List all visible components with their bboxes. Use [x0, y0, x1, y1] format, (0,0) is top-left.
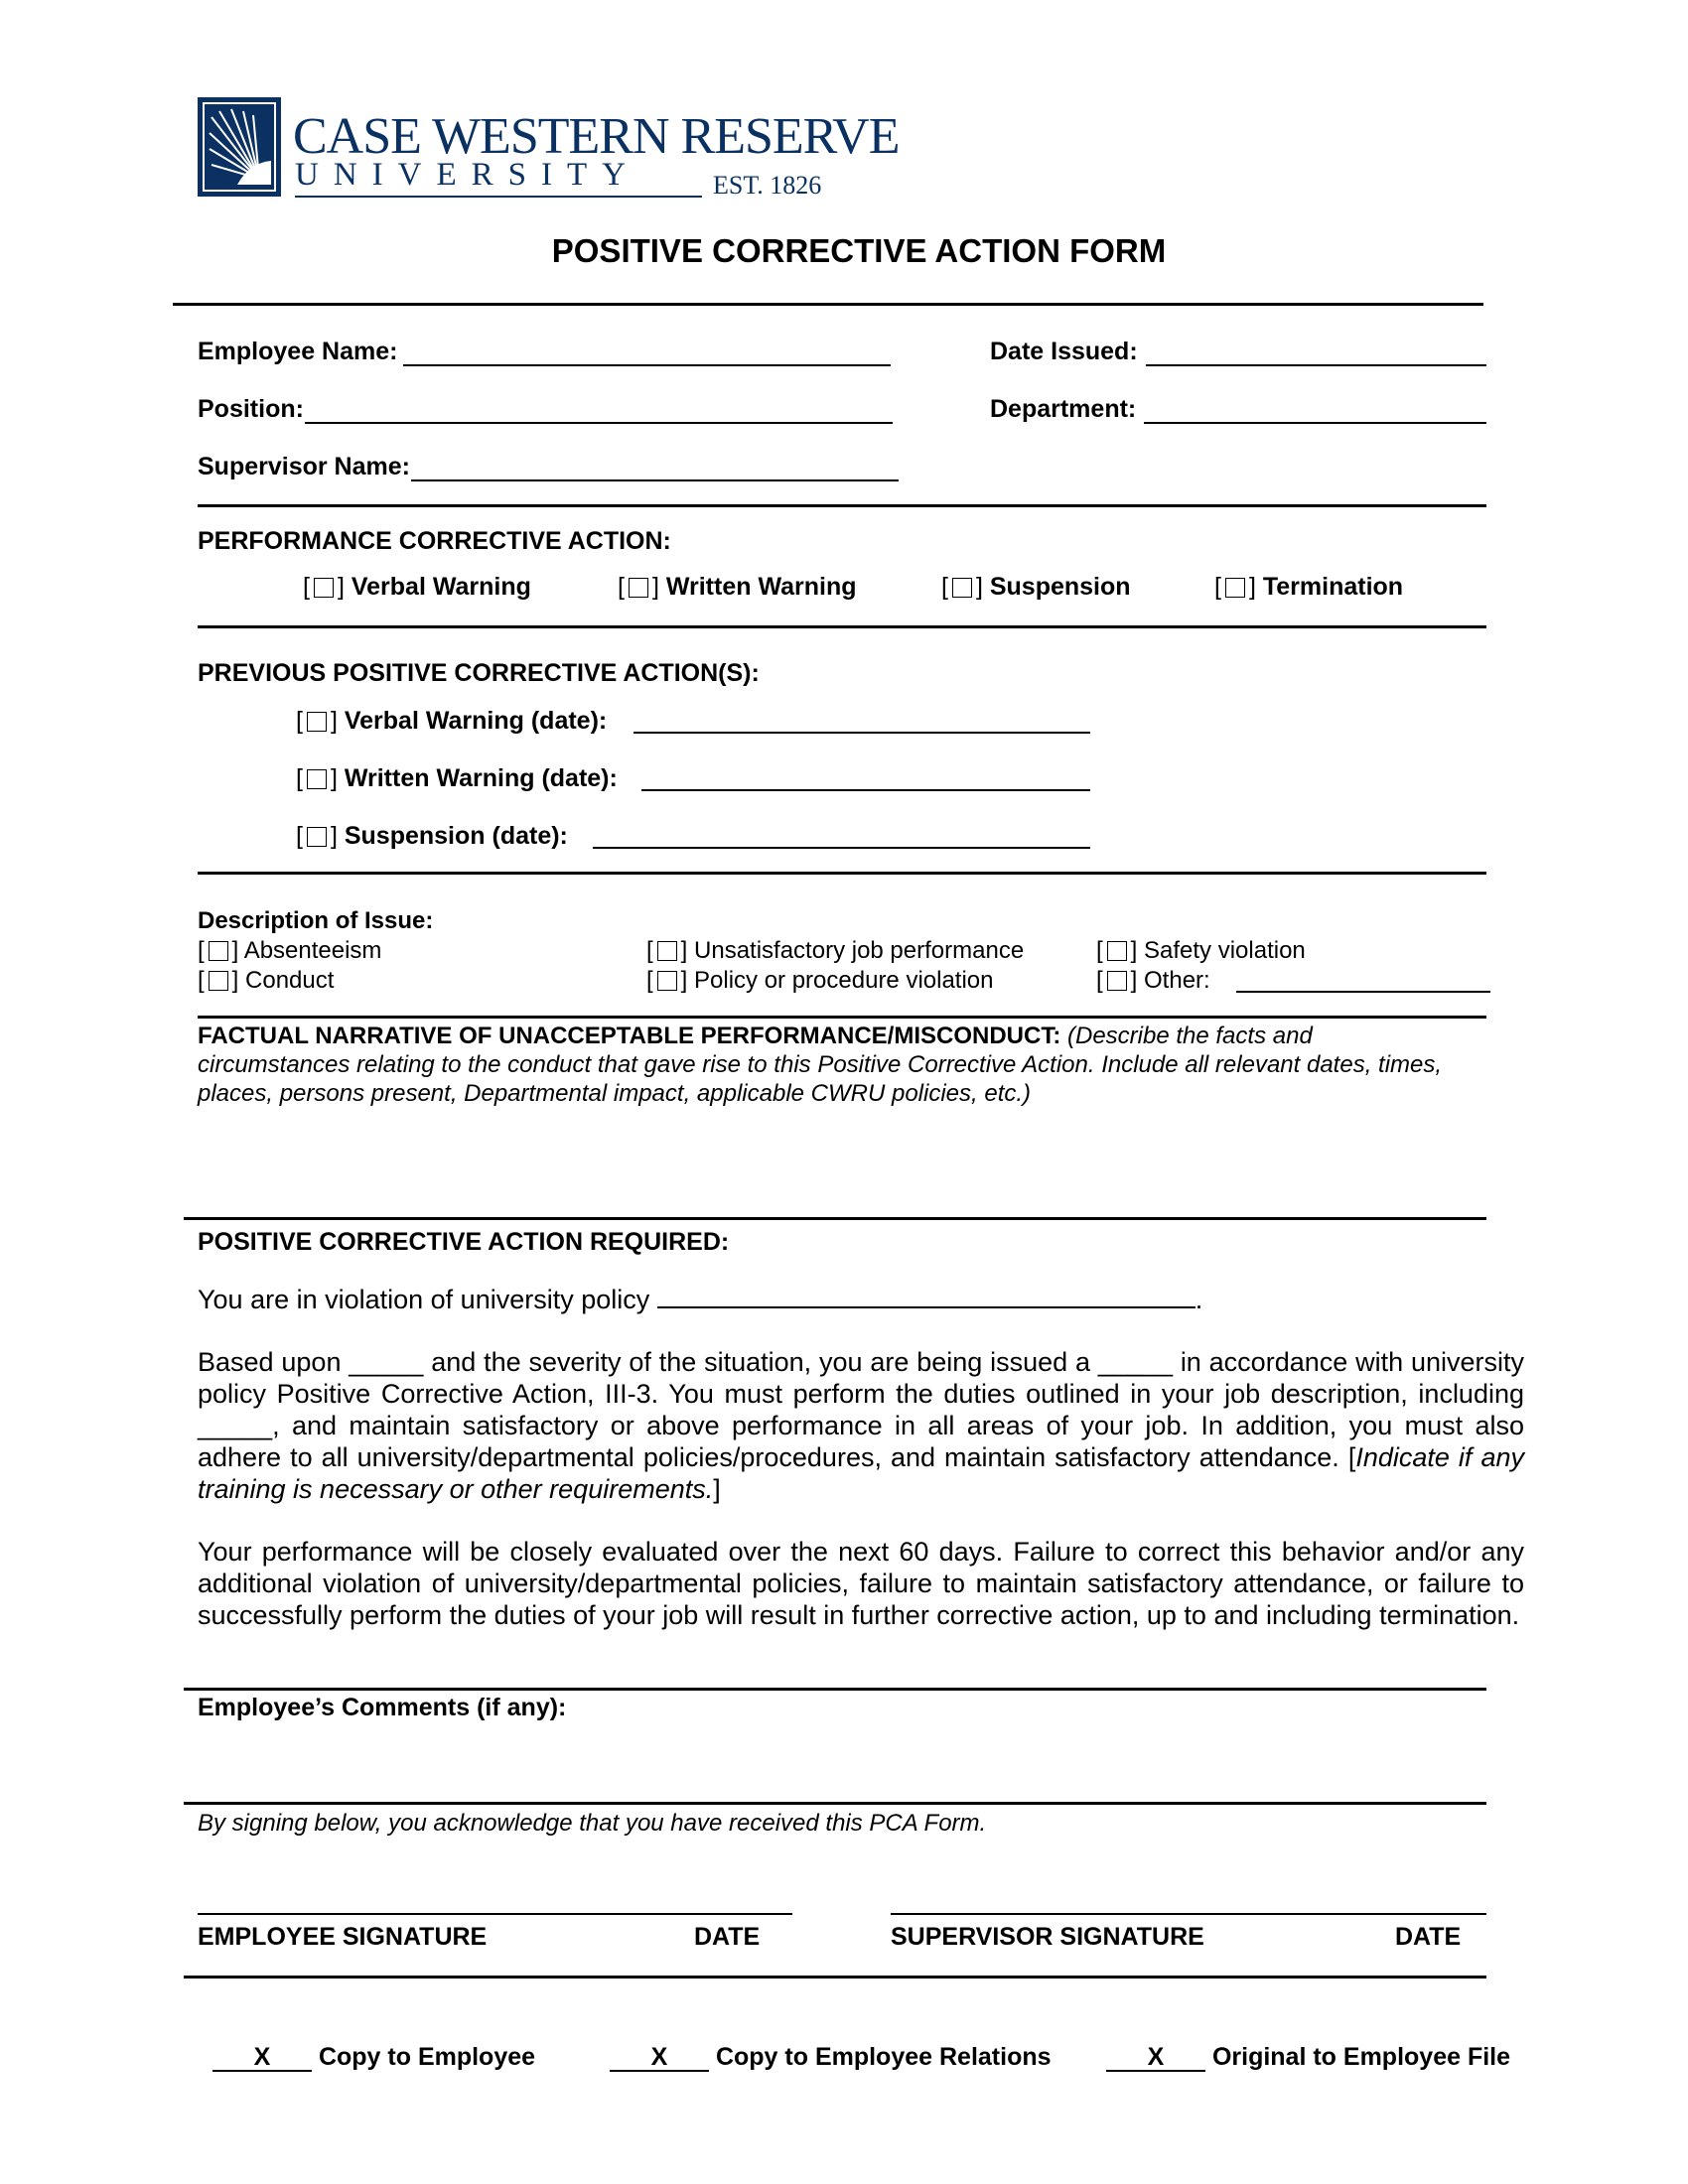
- employee-signature-label: EMPLOYEE SIGNATURE: [198, 1923, 488, 1951]
- page-title: POSITIVE CORRECTIVE ACTION FORM: [551, 232, 1167, 269]
- previous-actions-heading: PREVIOUS POSITIVE CORRECTIVE ACTION(S):: [198, 659, 760, 687]
- employee-name-field[interactable]: [403, 364, 891, 366]
- required-paragraph-2: Your performance will be closely evaluated over the next 60 days. Failure to correct this behavior and/or any additional violation of university/departmental policies, failure to maintain satisfactory attendance, or failure to successfully perform the duties of your job will result in further corrective action, up to and including termination.: [198, 1537, 1524, 1630]
- issue-unsatisfactory-performance[interactable]: [ ] Unsatisfactory job performance: [646, 937, 1025, 964]
- checkbox[interactable]: [1225, 578, 1245, 598]
- supervisor-name-label: Supervisor Name:: [198, 453, 410, 480]
- checkbox[interactable]: [307, 827, 327, 847]
- divider: [198, 504, 1486, 507]
- date-issued-label: Date Issued:: [990, 338, 1138, 365]
- previous-suspension-date-field[interactable]: [593, 847, 1090, 849]
- checkbox[interactable]: [1107, 941, 1127, 961]
- acknowledgement-text: By signing below, you acknowledge that you have received this PCA Form.: [198, 1810, 987, 1837]
- sunburst-icon: [198, 97, 281, 197]
- previous-written-date-field[interactable]: [641, 789, 1090, 791]
- department-label: Department:: [990, 395, 1137, 423]
- checkbox[interactable]: [1107, 971, 1127, 991]
- divider: [173, 303, 1483, 306]
- issue-other[interactable]: [ ] Other:: [1096, 967, 1210, 994]
- option-written-warning[interactable]: [ ] Written Warning: [618, 573, 857, 601]
- issue-conduct[interactable]: [ ] Conduct: [198, 967, 335, 994]
- logo-rule: [295, 196, 702, 198]
- comments-heading: Employee’s Comments (if any):: [198, 1694, 567, 1721]
- narrative-instructions: FACTUAL NARRATIVE OF UNACCEPTABLE PERFORMANCE/MISCONDUCT: (Describe the facts and circumstances relating to the conduct that gave rise to this Positive Corrective Action. Include all relevant dates, times, places, persons present, Departmental impact, applicable CWRU policies, etc.): [198, 1023, 1443, 1107]
- divider: [184, 1802, 1486, 1805]
- department-field[interactable]: [1144, 422, 1486, 424]
- copy-to-employee: X Copy to Employee: [212, 2043, 535, 2072]
- checkbox[interactable]: [952, 578, 972, 598]
- date-issued-field[interactable]: [1146, 364, 1486, 366]
- supervisor-date-label: DATE: [1395, 1923, 1462, 1951]
- logo-line2: UNIVERSITY: [295, 157, 640, 193]
- original-to-employee-file: X Original to Employee File: [1106, 2043, 1510, 2072]
- university-logo-emblem: [198, 97, 281, 197]
- supervisor-name-field[interactable]: [411, 479, 899, 481]
- checkbox[interactable]: [657, 941, 677, 961]
- checkbox[interactable]: [209, 971, 228, 991]
- logo-established: EST. 1826: [713, 171, 822, 200]
- position-label: Position:: [198, 395, 304, 423]
- narrative-entry-area[interactable]: [198, 1112, 1486, 1211]
- issue-absenteeism[interactable]: [ ] Absenteeism: [198, 937, 382, 964]
- position-field[interactable]: [305, 422, 893, 424]
- description-heading: Description of Issue:: [198, 907, 434, 934]
- previous-suspension[interactable]: [ ] Suspension (date):: [296, 822, 568, 850]
- employee-date-label: DATE: [694, 1923, 761, 1951]
- previous-written-warning[interactable]: [ ] Written Warning (date):: [296, 764, 618, 792]
- checkbox[interactable]: [307, 769, 327, 789]
- divider: [198, 872, 1486, 875]
- issue-other-field[interactable]: [1236, 991, 1490, 993]
- copy-to-employee-relations: X Copy to Employee Relations: [610, 2043, 1052, 2072]
- previous-verbal-warning[interactable]: [ ] Verbal Warning (date):: [296, 707, 608, 735]
- copy-mark[interactable]: X: [1106, 2044, 1205, 2072]
- copy-mark[interactable]: X: [610, 2044, 709, 2072]
- divider: [184, 1688, 1486, 1691]
- divider: [198, 1016, 1486, 1019]
- required-heading: POSITIVE CORRECTIVE ACTION REQUIRED:: [198, 1228, 730, 1256]
- supervisor-signature-label: SUPERVISOR SIGNATURE: [891, 1923, 1204, 1951]
- previous-verbal-date-field[interactable]: [633, 732, 1090, 734]
- employee-signature-line[interactable]: [198, 1913, 792, 1915]
- checkbox[interactable]: [629, 578, 648, 598]
- comments-entry-area[interactable]: [198, 1729, 1486, 1797]
- logo-line1: CASE WESTERN RESERVE: [293, 108, 900, 165]
- copy-mark[interactable]: X: [212, 2044, 312, 2072]
- checkbox[interactable]: [657, 971, 677, 991]
- checkbox[interactable]: [314, 578, 334, 598]
- divider: [184, 1976, 1486, 1979]
- issue-policy-violation[interactable]: [ ] Policy or procedure violation: [646, 967, 994, 994]
- policy-field[interactable]: [657, 1287, 1196, 1308]
- issue-safety-violation[interactable]: [ ] Safety violation: [1096, 937, 1306, 964]
- performance-action-heading: PERFORMANCE CORRECTIVE ACTION:: [198, 527, 671, 555]
- required-paragraph-1: Based upon _____ and the severity of the situation, you are being issued a _____ in accordance with university policy Positive Corrective Action, III-3. You must perform the duties outlined in your job description, including _____, and maintain satisfactory or above performance in all areas of your job. In addition, you must also adhere to all university/departmental policies/procedures, and maintain satisfactory attendance. [Indicate if any training is necessary or other requirements.]: [198, 1347, 1524, 1504]
- employee-name-label: Employee Name:: [198, 338, 398, 365]
- policy-violation-statement: You are in violation of university policy .: [198, 1285, 1203, 1314]
- checkbox[interactable]: [209, 941, 228, 961]
- option-suspension[interactable]: [ ] Suspension: [941, 573, 1131, 601]
- supervisor-signature-line[interactable]: [891, 1913, 1486, 1915]
- option-termination[interactable]: [ ] Termination: [1214, 573, 1404, 601]
- checkbox[interactable]: [307, 712, 327, 732]
- divider: [198, 625, 1486, 628]
- divider: [184, 1217, 1486, 1220]
- option-verbal-warning[interactable]: [ ] Verbal Warning: [303, 573, 531, 601]
